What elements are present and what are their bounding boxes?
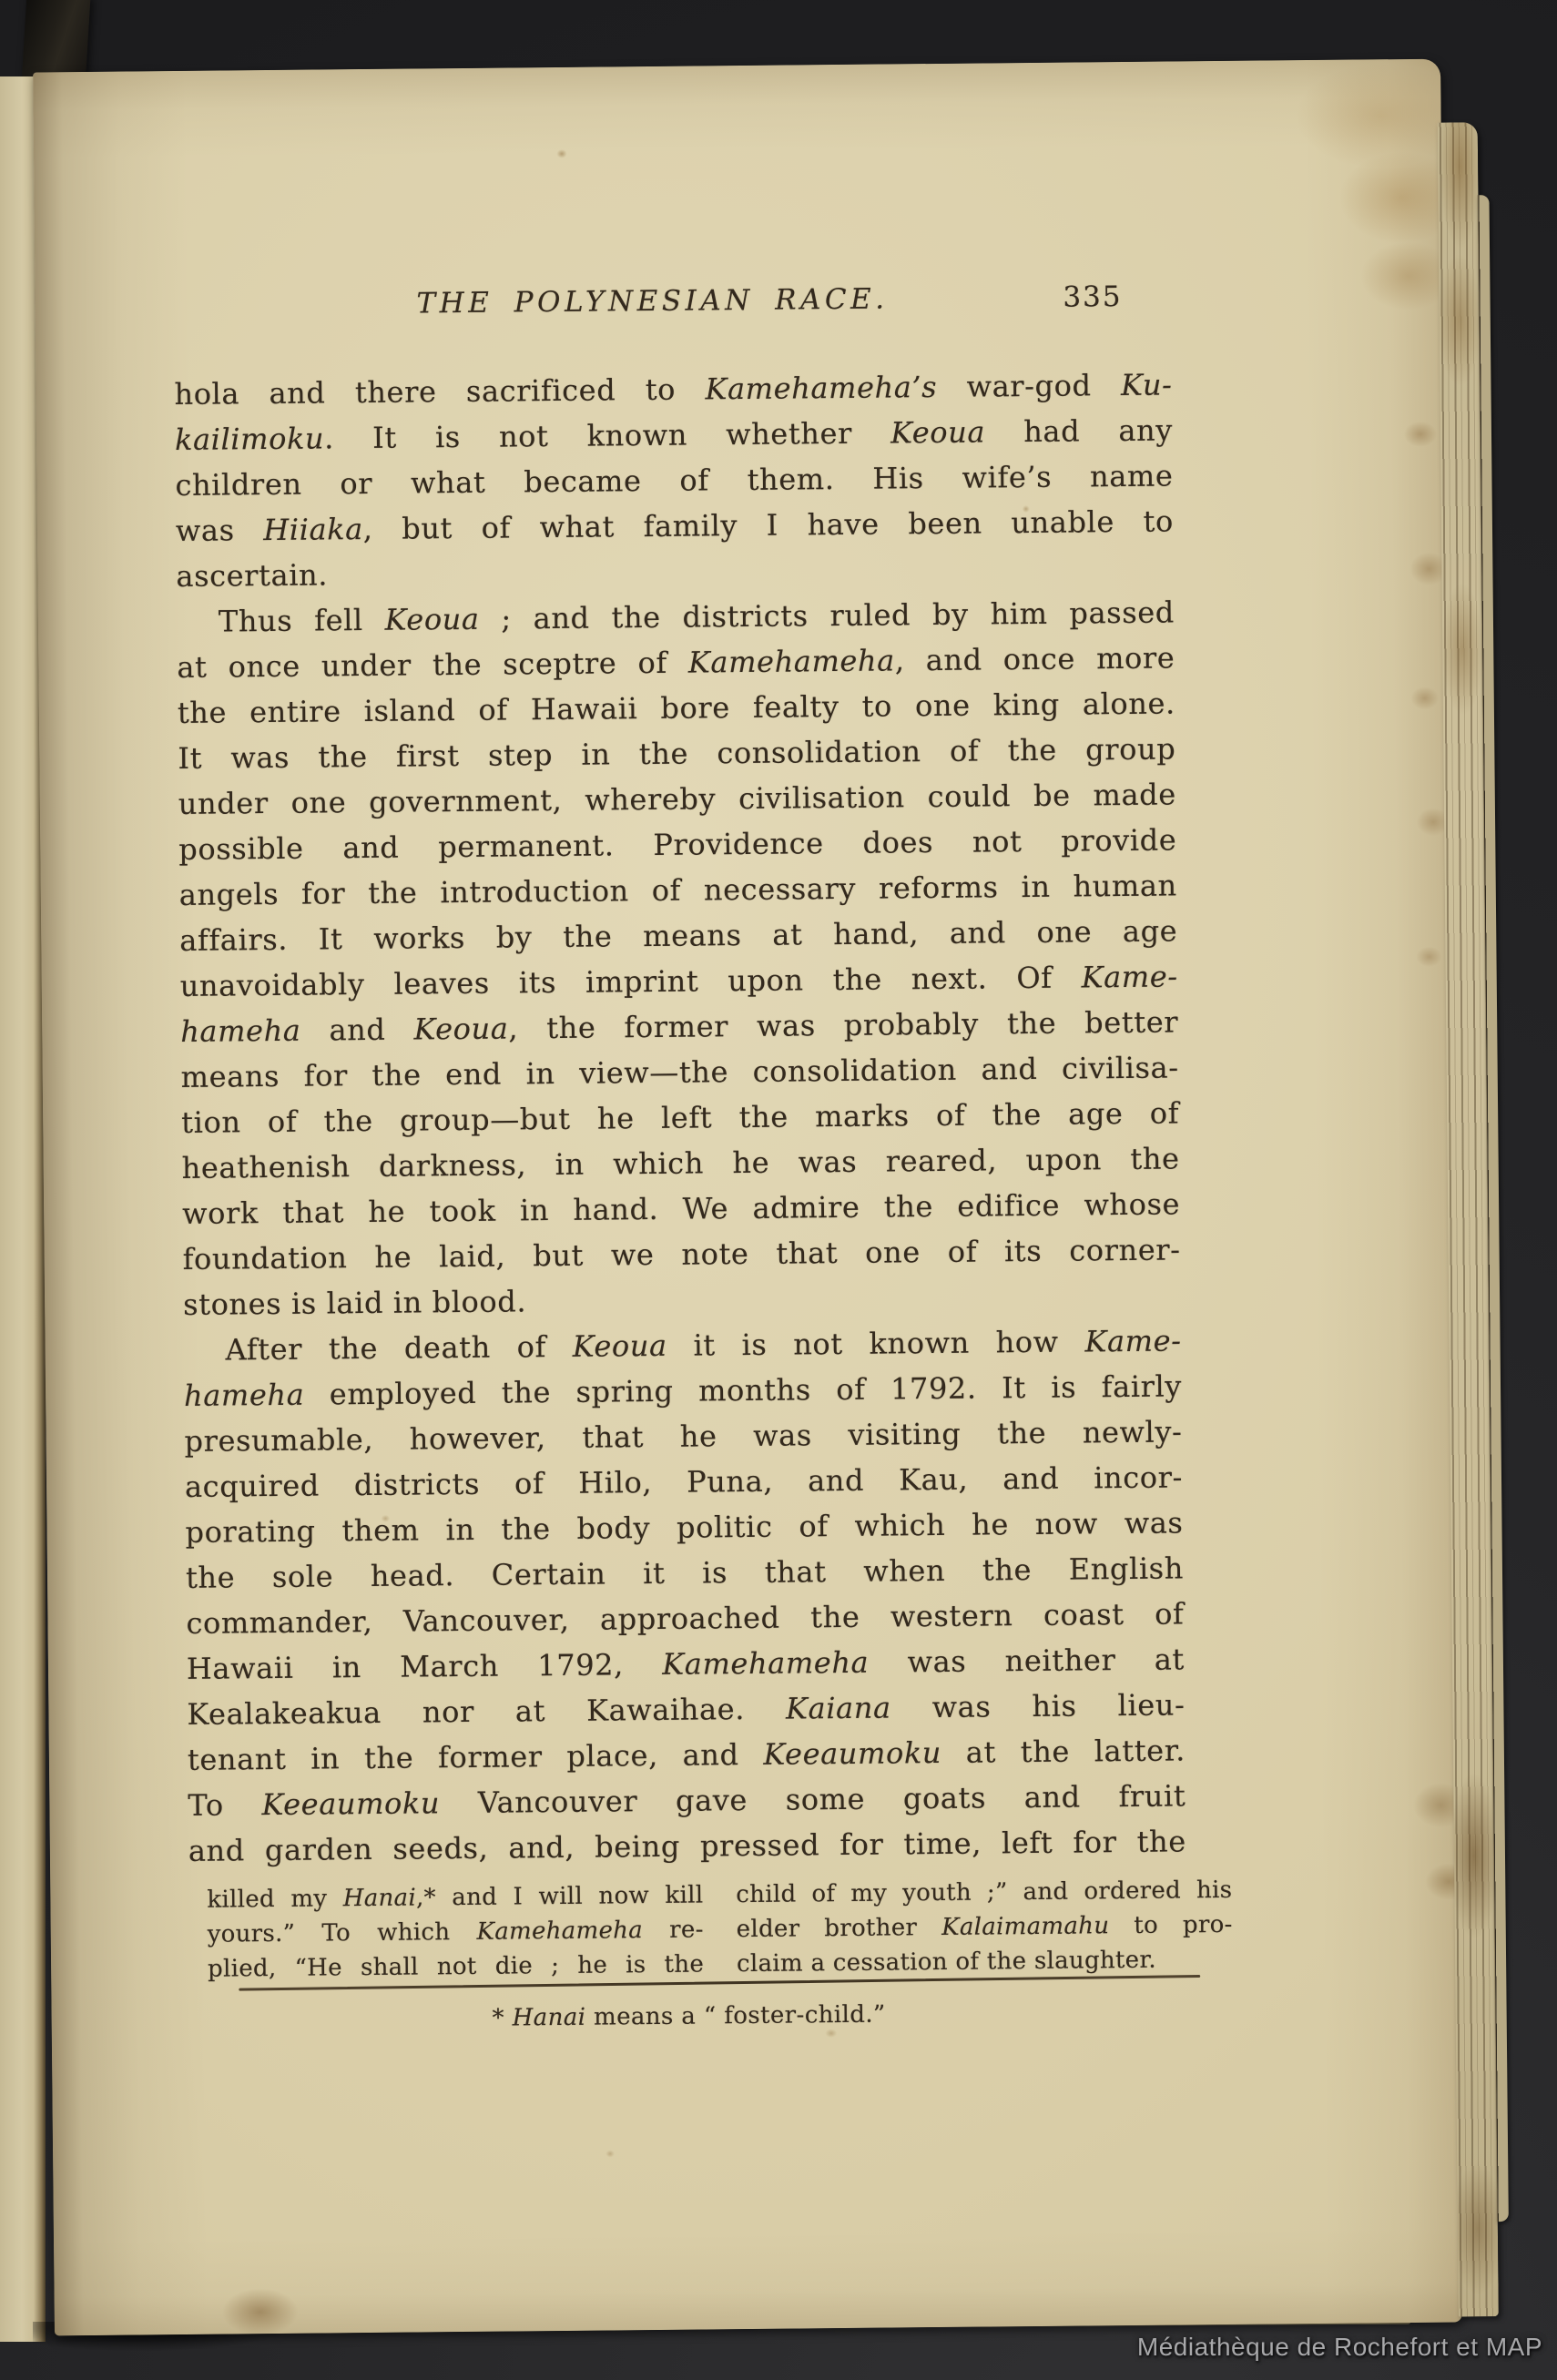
text-line: plied, “He shall not die ; he is the	[207, 1950, 705, 1983]
text-line: tenant in the former place, and Keeaumoku at the latter.	[187, 1733, 1186, 1777]
text-line: ascertain.	[176, 557, 329, 594]
body-paragraph	[174, 361, 1174, 599]
text-line: hameha employed the spring months of 1792. It is fairly	[183, 1368, 1183, 1413]
text-line: foundation he laid, but we note that one of its corner-	[182, 1232, 1181, 1276]
italic-term: Kaiana	[785, 1690, 891, 1726]
text-line: heathenish darkness, in which he was reared, upon the	[181, 1141, 1180, 1185]
text-line: child of my youth ;” and ordered his	[736, 1876, 1233, 1909]
page-number: 335	[1063, 280, 1123, 314]
text-line: the entire island of Hawaii bore fealty to one king alone.	[177, 686, 1175, 730]
text-line: unavoidably leaves its imprint upon the next. Of Kame-	[179, 959, 1178, 1003]
italic-term: Kamehameha	[476, 1917, 644, 1946]
italic-term: Kamehameha	[687, 643, 896, 680]
text-line: * Hanai means a “ foster-child.”	[492, 2000, 886, 2032]
text-line: possible and permanent. Providence does not provide	[178, 822, 1177, 867]
italic-term: Kame-	[1081, 959, 1178, 995]
italic-term: Hiiaka	[263, 512, 364, 548]
italic-term: Hanai	[512, 2003, 586, 2032]
text-line: means for the end in view—the consolidation and civilisa-	[180, 1050, 1179, 1094]
text-line: yours.” To which Kamehameha re-	[207, 1916, 704, 1948]
text-line: children or what became of them. His wife’s name	[175, 458, 1174, 503]
italic-term: Keeaumoku	[763, 1734, 942, 1772]
text-line: work that he took in hand. We admire the edifice whose	[181, 1186, 1181, 1231]
text-line: hameha and Keoua, the former was probably the better	[180, 1004, 1179, 1049]
text-line: presumable, however, that he was visiting the newly-	[184, 1414, 1183, 1459]
italic-term: hameha	[183, 1377, 305, 1413]
text-line: commander, Vancouver, approached the western coast of	[186, 1596, 1185, 1641]
body-text	[174, 361, 1186, 1873]
text-line: porating them in the body politic of which he now was	[185, 1505, 1184, 1550]
body-paragraph	[183, 1317, 1186, 1873]
text-line: and garden seeds, and, being pressed for time, left for the	[188, 1824, 1186, 1868]
text-line: It was the first step in the consolidation of the group	[178, 731, 1176, 776]
text-line: Thus fell Keoua ; and the districts ruled by him passed	[218, 595, 1175, 639]
text-line: killed my Hanai,* and I will now kill	[207, 1881, 704, 1914]
italic-term: Kamehameha’s	[705, 369, 938, 407]
italic-term: Keoua	[384, 601, 480, 637]
italic-term: kailimoku	[174, 421, 325, 457]
text-line: acquired districts of Hilo, Puna, and Kau, and incor-	[184, 1460, 1184, 1504]
running-title: THE POLYNESIAN RACE.	[416, 282, 889, 320]
italic-term: Kame-	[1084, 1323, 1182, 1359]
text-line: kailimoku. It is not known whether Keoua had any	[174, 412, 1174, 457]
body-paragraph	[177, 589, 1182, 1327]
italic-term: Kalaimamahu	[941, 1912, 1110, 1941]
text-line: Hawaii in March 1792, Kamehameha was neither at	[186, 1642, 1186, 1686]
text-line: hola and there sacrificed to Kamehameha’s war-god Ku-	[174, 367, 1173, 412]
footnote-column-right	[736, 1873, 1233, 1981]
book-page	[33, 59, 1462, 2336]
italic-term: Kamehameha	[662, 1644, 870, 1682]
text-line: was Hiiaka, but of what family I have been unable to	[175, 503, 1175, 548]
text-line: To Keeaumoku Vancouver gave some goats and fruit	[188, 1778, 1186, 1823]
text-line: claim a cessation of the slaughter.	[736, 1946, 1157, 1978]
italic-term: Keoua	[572, 1327, 667, 1364]
text-line: angels for the introduction of necessary reforms in human	[178, 868, 1177, 912]
text-line: affairs. It works by the means at hand, and one age	[179, 913, 1178, 958]
text-line: stones is laid in blood.	[182, 1284, 527, 1322]
text-line: Kealakeakua nor at Kawaihae. Kaiana was his lieu-	[187, 1687, 1186, 1732]
italic-term: Hanai	[342, 1884, 417, 1913]
italic-term: Keeaumoku	[261, 1785, 441, 1823]
italic-term: Keoua	[413, 1011, 509, 1047]
text-line: tion of the group—but he left the marks of the age of	[181, 1095, 1180, 1140]
footnote-section	[207, 1873, 1233, 1987]
text-line: After the death of Keoua it is not known how Kame-	[225, 1323, 1182, 1368]
text-line: under one government, whereby civilisation could be made	[178, 777, 1176, 821]
italic-term: hameha	[180, 1012, 301, 1049]
text-line: at once under the sceptre of Kamehameha, and once more	[177, 640, 1175, 685]
text-line: the sole head. Certain it is that when the English	[185, 1551, 1185, 1595]
italic-term: Keoua	[890, 414, 986, 451]
page-header	[173, 276, 1171, 328]
watermark: Médiathèque de Rochefort et MAP	[1136, 2333, 1542, 2361]
footnote-column-left	[207, 1878, 704, 1987]
italic-term: Ku-	[1120, 367, 1173, 403]
text-line: elder brother Kalaimamahu to pro-	[736, 1910, 1233, 1944]
footnote-definition	[189, 1993, 1187, 2039]
